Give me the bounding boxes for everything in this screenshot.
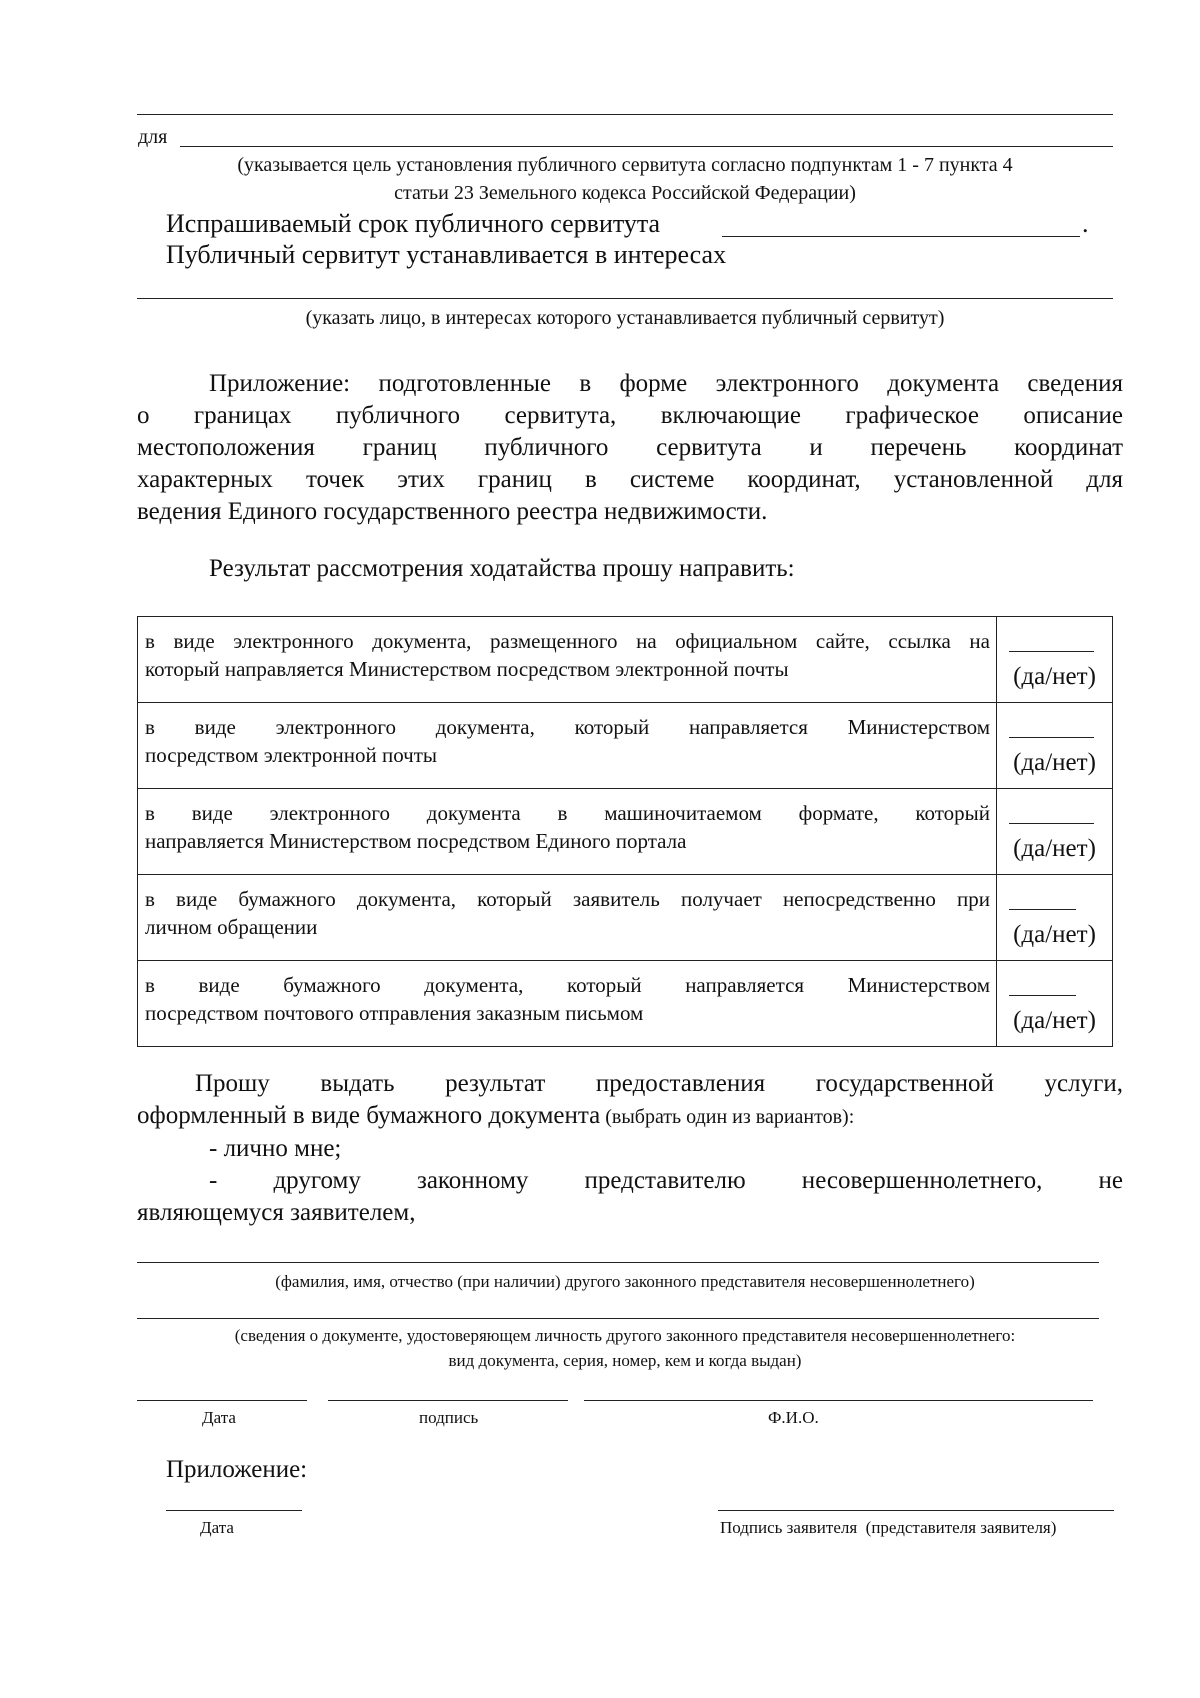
rep-name-note: (фамилия, имя, отчество (при наличии) другого законного представителя несовершеннолетнего)	[275, 1272, 975, 1291]
issue-line-2-main: оформленный в виде бумажного документа	[137, 1102, 601, 1129]
interest-label: Публичный сервитут устанавливается в интересах	[166, 240, 727, 269]
issue-paragraph	[137, 1068, 1123, 1229]
signature-blank[interactable]	[328, 1400, 568, 1401]
option-line: который направляется Министерством посредством электронной почты	[145, 657, 789, 681]
date-label: Дата	[202, 1408, 236, 1427]
issue-option-representative: - другому законному представителю несовершеннолетнего, не	[209, 1167, 1123, 1194]
option-answer-cell[interactable]	[997, 703, 1113, 789]
answer-blank[interactable]	[1009, 995, 1076, 996]
option-line: в виде электронного документа, который направляется Министерством	[145, 715, 990, 739]
appendix-date-blank[interactable]	[166, 1510, 302, 1511]
interest-blank[interactable]	[137, 298, 1113, 299]
answer-blank[interactable]	[1009, 909, 1076, 910]
fio-blank[interactable]	[584, 1400, 1093, 1401]
table-row	[138, 617, 1113, 703]
purpose-note-2: статьи 23 Земельного кодекса Российской Федерации)	[394, 182, 856, 204]
result-heading: Результат рассмотрения ходатайства прошу направить:	[209, 555, 795, 582]
option-line: посредством почтового отправления заказным письмом	[145, 1001, 644, 1025]
table-row	[138, 961, 1113, 1047]
term-blank[interactable]	[722, 236, 1080, 237]
attachment-line-2: о границах публичного сервитута, включающие графическое описание	[137, 402, 1123, 429]
answer-hint: (да/нет)	[1013, 835, 1096, 862]
rep-doc-blank[interactable]	[137, 1318, 1099, 1319]
table-row	[138, 789, 1113, 875]
issue-option-representative-cont: являющемуся заявителем,	[137, 1199, 416, 1226]
answer-blank[interactable]	[1009, 737, 1094, 738]
term-end: .	[1082, 209, 1089, 238]
rep-doc-note-1: (сведения о документе, удостоверяющем личность другого законного представителя несовершеннолетнего:	[234, 1326, 1016, 1345]
fio-label: Ф.И.О.	[768, 1408, 819, 1427]
issue-line-2	[137, 1100, 1123, 1133]
option-answer-cell[interactable]	[997, 789, 1113, 875]
option-text	[138, 617, 997, 703]
interest-note: (указать лицо, в интересах которого устанавливается публичный сервитут)	[305, 307, 945, 329]
option-line: в виде бумажного документа, который заявитель получает непосредственно при	[145, 887, 990, 911]
option-answer-cell[interactable]	[997, 961, 1113, 1047]
purpose-prefix: для	[138, 126, 168, 148]
rep-doc-note-2: вид документа, серия, номер, кем и когда выдан)	[448, 1351, 802, 1370]
signature-label: подпись	[419, 1408, 479, 1427]
purpose-note-1: (указывается цель установления публичного сервитута согласно подпунктам 1 - 7 пункта 4	[237, 154, 1013, 176]
option-line: посредством электронной почты	[145, 743, 438, 767]
attachment-line-1: Приложение: подготовленные в форме электронного документа сведения	[209, 370, 1123, 397]
appendix-date-label: Дата	[200, 1518, 234, 1537]
issue-option-self: - лично мне;	[209, 1135, 342, 1162]
answer-hint: (да/нет)	[1013, 663, 1096, 690]
attachment-line-5: ведения Единого государственного реестра недвижимости.	[137, 498, 768, 525]
table-row	[138, 703, 1113, 789]
option-text	[138, 703, 997, 789]
issue-line-1: Прошу выдать результат предоставления государственной услуги,	[195, 1070, 1123, 1097]
rep-name-blank[interactable]	[137, 1262, 1099, 1263]
option-text	[138, 961, 997, 1047]
option-line: направляется Министерством посредством Единого портала	[145, 829, 687, 853]
table-row	[138, 875, 1113, 961]
attachment-line-4: характерных точек этих границ в системе координат, установленной для	[137, 466, 1123, 493]
option-line: в виде бумажного документа, который направляется Министерством	[145, 973, 990, 997]
top-rule	[137, 114, 1113, 115]
option-line: личном обращении	[145, 915, 318, 939]
answer-hint: (да/нет)	[1013, 749, 1096, 776]
option-answer-cell[interactable]	[997, 875, 1113, 961]
applicant-signature-blank[interactable]	[718, 1510, 1114, 1511]
attachment-line-3: местоположения границ публичного сервитута и перечень координат	[137, 434, 1123, 461]
option-line: в виде электронного документа, размещенного на официальном сайте, ссылка на	[145, 629, 990, 653]
option-text	[138, 789, 997, 875]
date-blank[interactable]	[137, 1400, 307, 1401]
purpose-blank[interactable]	[180, 146, 1113, 147]
option-text	[138, 875, 997, 961]
delivery-options-table	[137, 616, 1113, 1047]
answer-blank[interactable]	[1009, 823, 1094, 824]
issue-line-2-note: (выбрать один из вариантов):	[600, 1106, 855, 1128]
applicant-signature-label: Подпись заявителя (представителя заявителя)	[720, 1518, 1057, 1537]
answer-hint: (да/нет)	[1013, 1007, 1096, 1034]
answer-hint: (да/нет)	[1013, 921, 1096, 948]
option-answer-cell[interactable]	[997, 617, 1113, 703]
option-line: в виде электронного документа в машиночитаемом формате, который	[145, 801, 990, 825]
answer-blank[interactable]	[1009, 651, 1094, 652]
term-label: Испрашиваемый срок публичного сервитута	[166, 209, 661, 238]
attachment-paragraph	[137, 368, 1123, 528]
appendix-label: Приложение:	[166, 1456, 308, 1483]
